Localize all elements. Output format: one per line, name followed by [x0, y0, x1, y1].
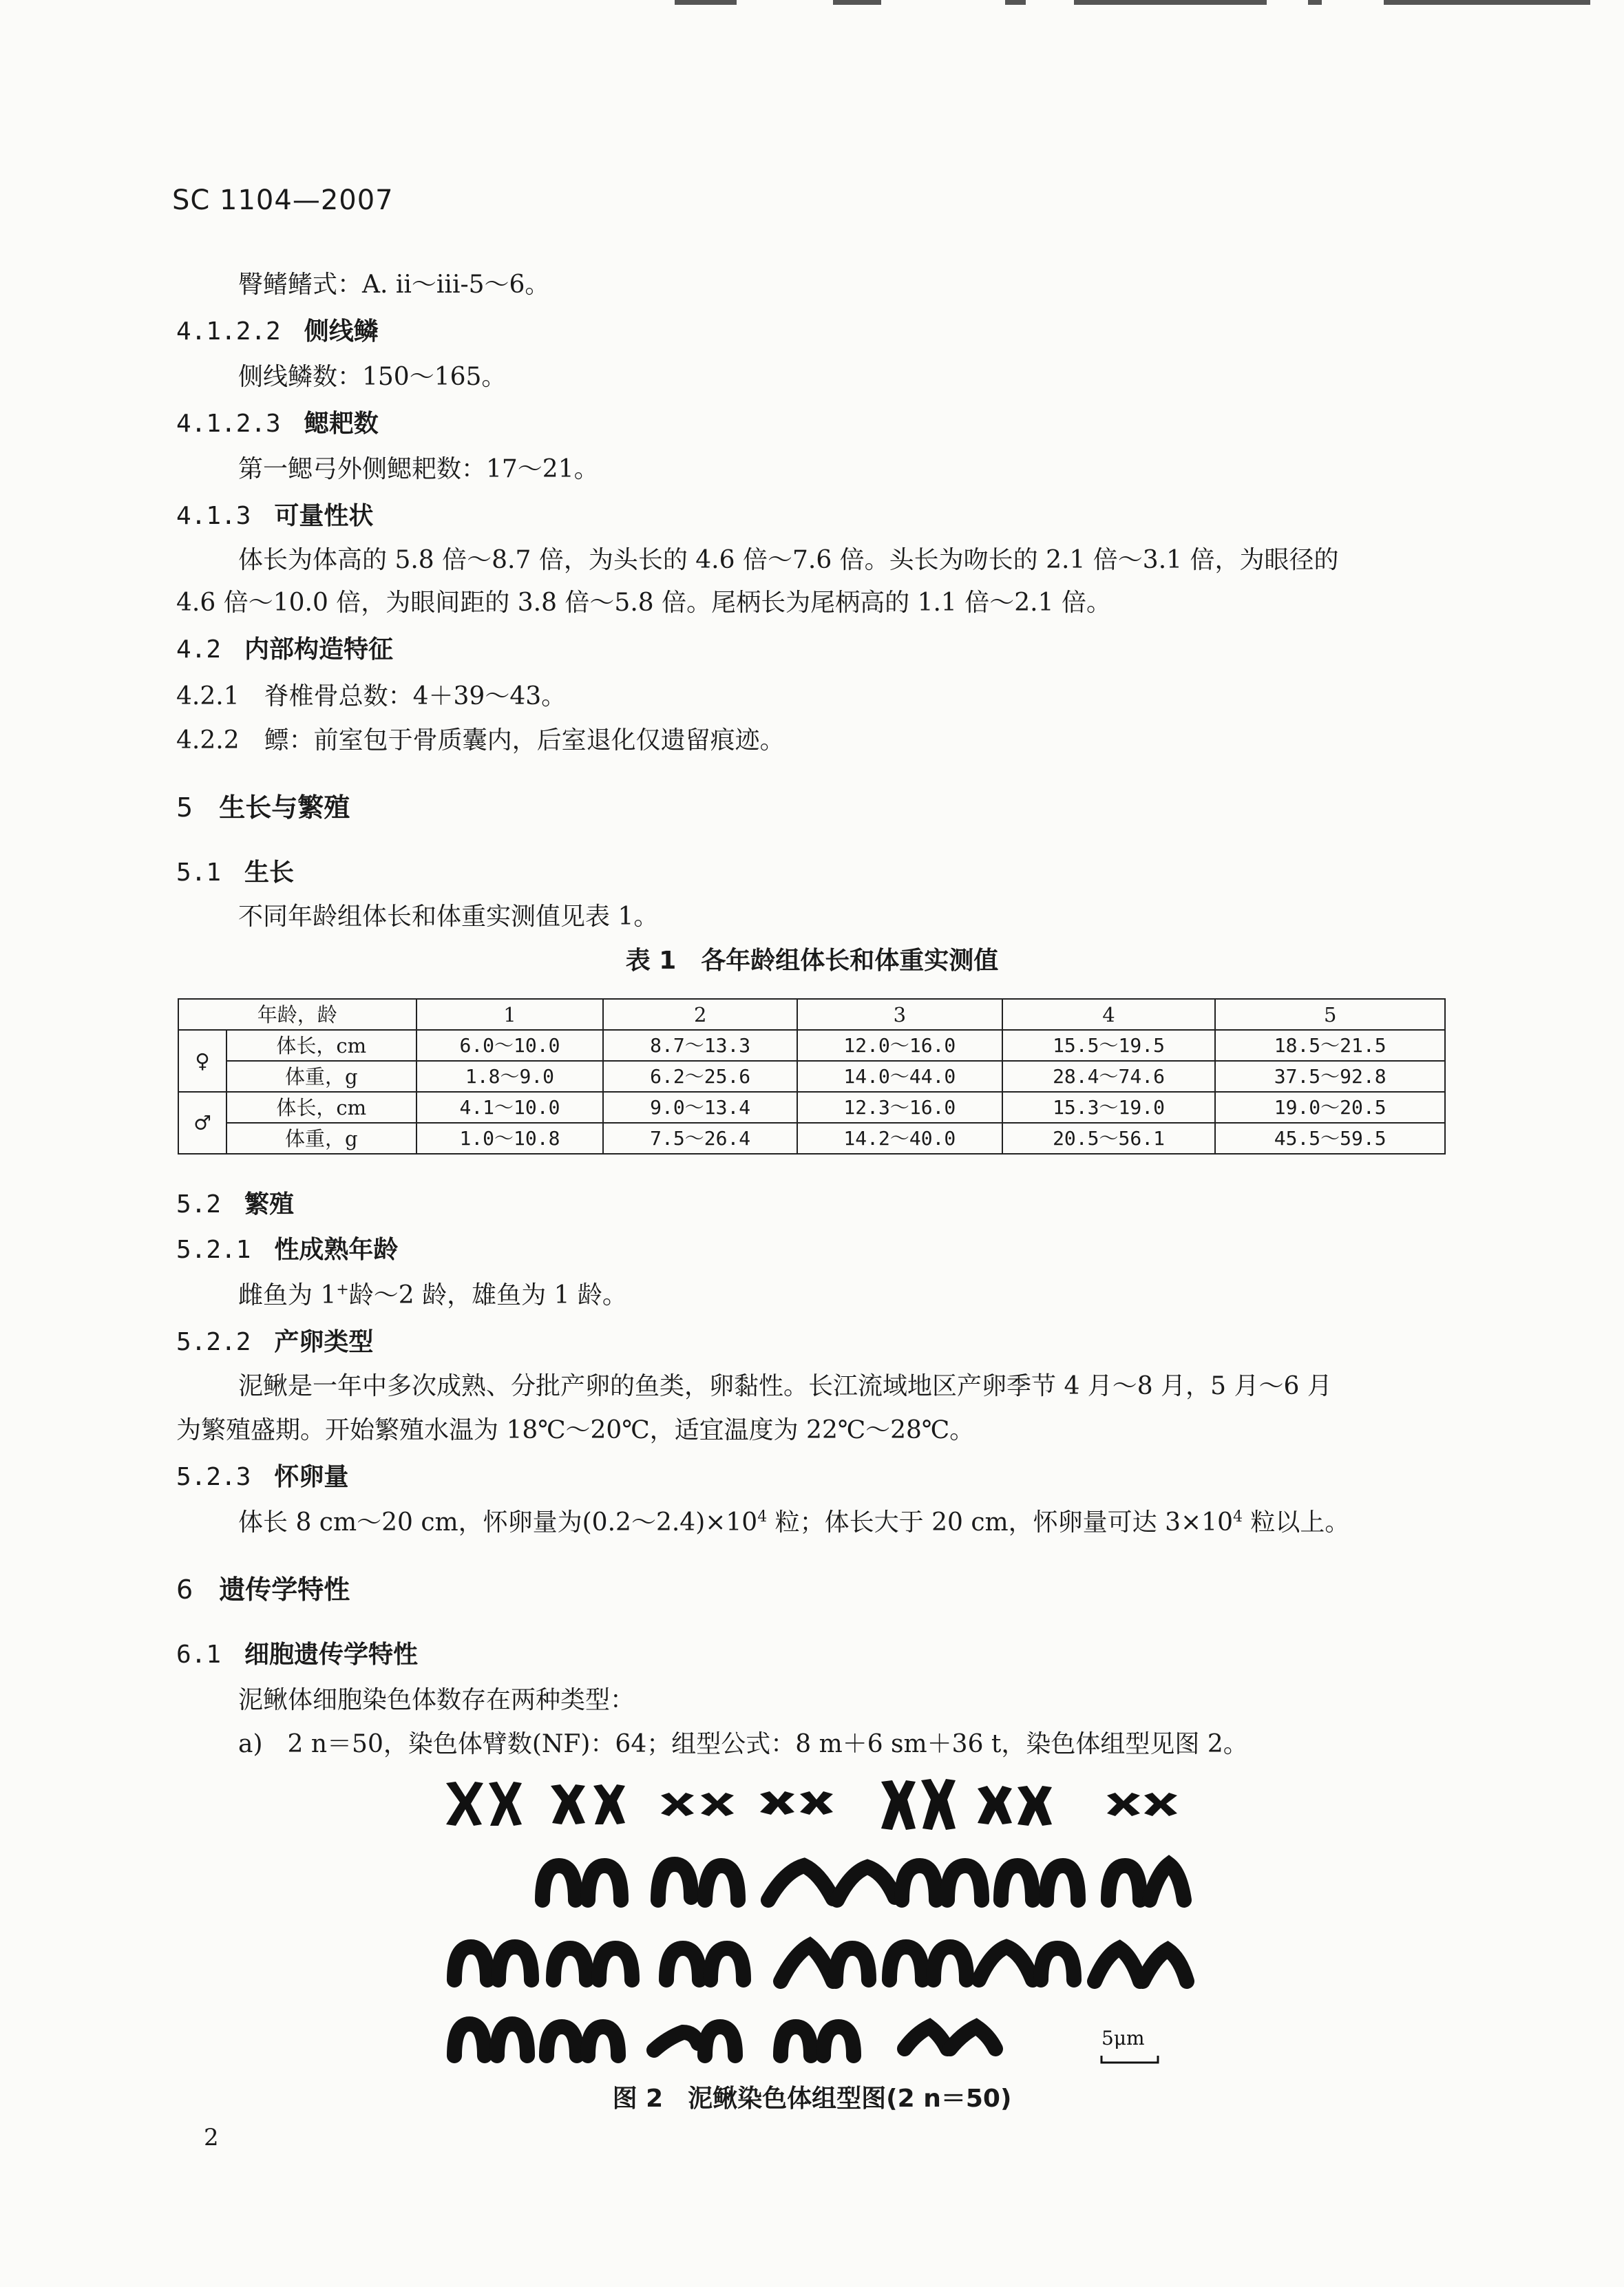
table-cell: 19.0～20.5: [1215, 1092, 1445, 1123]
swim-bladder-text: 4.2.2 鳔：前室包于骨质囊内，后室退化仅遗留痕迹。: [176, 726, 785, 755]
table-cell: 1.8～9.0: [416, 1061, 604, 1092]
table-cell: 4.1～10.0: [416, 1092, 604, 1123]
row-label-weight: 体重，g: [226, 1123, 416, 1154]
anal-fin-formula: 臀鳍鳍式：A. ii～iii-5～6。: [238, 271, 550, 299]
scale-bar-label: 5μm: [1101, 2027, 1145, 2049]
table-cell: 18.5～21.5: [1215, 1030, 1445, 1061]
lateral-line-text: 侧线鳞数：150～165。: [238, 363, 507, 391]
maturity-text: 雌鱼为 1+龄～2 龄，雄鱼为 1 龄。: [238, 1281, 627, 1309]
age-col-1: 1: [416, 999, 604, 1030]
age-col-5: 5: [1215, 999, 1445, 1030]
table-cell: 20.5～56.1: [1002, 1123, 1216, 1154]
chromosome-row-2: [542, 1864, 1184, 1900]
table-cell: 12.0～16.0: [797, 1030, 1002, 1061]
standard-code: SC 1104—2007: [172, 185, 394, 216]
spawning-text-line2: 为繁殖盛期。开始繁殖水温为 18℃～20℃，适宜温度为 22℃～28℃。: [176, 1416, 975, 1444]
fecundity-text: 体长 8 cm～20 cm，怀卵量为$(0.2\sim 2.4)\times 10^4$ 粒；体长大于 20 cm，怀卵量可达 $3\times 10^4$ 粒以上。: [238, 1508, 1350, 1537]
table-row: [178, 1061, 1445, 1092]
table-row: [178, 1123, 1445, 1154]
table-cell: 8.7～13.3: [603, 1030, 797, 1061]
table-1-caption: 表 1 各年龄组体长和体重实测值: [625, 947, 999, 975]
table-cell: 15.5～19.5: [1002, 1030, 1216, 1061]
age-col-4: 4: [1002, 999, 1216, 1030]
table-cell: 14.0～44.0: [797, 1061, 1002, 1092]
heading-5-2: 5.2 繁殖: [176, 1190, 295, 1219]
heading-5-2-3: 5.2.3 怀卵量: [176, 1463, 349, 1491]
table-row: [178, 1030, 1445, 1061]
table-cell: 12.3～16.0: [797, 1092, 1002, 1123]
heading-4-2: 4.2 内部构造特征: [176, 635, 394, 664]
figure-2-caption: 图 2 泥鳅染色体组型图(2 n＝50): [612, 2085, 1012, 2113]
heading-4-1-3: 4.1.3 可量性状: [176, 502, 374, 530]
heading-4-1-2-3: 4.1.2.3 鳃耙数: [176, 410, 379, 438]
table-cell: 45.5～59.5: [1215, 1123, 1445, 1154]
spawning-text-line1: 泥鳅是一年中多次成熟、分批产卵的鱼类，卵黏性。长江流域地区产卵季节 4 月～8 月，5 月～6 月: [238, 1372, 1332, 1400]
measurable-text-line1: 体长为体高的 5.8 倍～8.7 倍，为头长的 4.6 倍～7.6 倍。头长为吻长的 2.1 倍～3.1 倍，为眼径的: [238, 546, 1339, 574]
heading-6-1: 6.1 细胞遗传学特性: [176, 1641, 419, 1669]
age-col-3: 3: [797, 999, 1002, 1030]
chromosome-row-1: [446, 1779, 1177, 1830]
row-label-weight: 体重，g: [226, 1061, 416, 1092]
karyotype-item-a: a) 2 n＝50，染色体臂数(NF)：64；组型公式：8 m＋6 sm＋36 t，染色体组型见图 2。: [238, 1730, 1248, 1758]
growth-table: [178, 998, 1446, 1155]
table-cell: 1.0～10.8: [416, 1123, 604, 1154]
chromosome-row-3: [454, 1946, 1187, 1981]
male-symbol: ♂: [178, 1092, 226, 1154]
row-label-length: 体长，cm: [226, 1030, 416, 1061]
measurable-text-line2: 4.6 倍～10.0 倍，为眼间距的 3.8 倍～5.8 倍。尾柄长为尾柄高的 1.1 倍～2.1 倍。: [176, 589, 1111, 617]
vertebrae-text: 4.2.1 脊椎骨总数：4＋39～43。: [176, 682, 567, 710]
section-5-title: 5 生长与繁殖: [176, 792, 350, 823]
table-cell: 15.3～19.0: [1002, 1092, 1216, 1123]
table-header-row: [178, 999, 1445, 1030]
section-6-title: 6 遗传学特性: [176, 1574, 350, 1605]
growth-text: 不同年龄组体长和体重实测值见表 1。: [238, 903, 659, 931]
chromosome-row-4: [454, 2024, 995, 2056]
cytogenetics-text: 泥鳅体细胞染色体数存在两种类型：: [238, 1686, 635, 1714]
table-cell: 7.5～26.4: [603, 1123, 797, 1154]
karyotype-figure: [427, 1762, 1205, 2079]
table-cell: 14.2～40.0: [797, 1123, 1002, 1154]
heading-4-1-2-2: 4.1.2.2 侧线鳞: [176, 317, 379, 346]
age-col-2: 2: [603, 999, 797, 1030]
page-number: 2: [204, 2124, 219, 2151]
table-cell: 6.0～10.0: [416, 1030, 604, 1061]
female-symbol: ♀: [178, 1030, 226, 1092]
row-label-length: 体长，cm: [226, 1092, 416, 1123]
table-cell: 6.2～25.6: [603, 1061, 797, 1092]
table-cell: 37.5～92.8: [1215, 1061, 1445, 1092]
age-header: 年龄，龄: [178, 999, 416, 1030]
heading-5-2-2: 5.2.2 产卵类型: [176, 1328, 374, 1356]
table-cell: 9.0～13.4: [603, 1092, 797, 1123]
gill-rakers-text: 第一鳃弓外侧鳃耙数：17～21。: [238, 455, 599, 483]
heading-5-2-1: 5.2.1 性成熟年龄: [176, 1236, 399, 1264]
table-cell: 28.4～74.6: [1002, 1061, 1216, 1092]
heading-5-1: 5.1 生长: [176, 858, 295, 887]
table-row: [178, 1092, 1445, 1123]
scan-top-edge: [0, 0, 1624, 10]
scale-bar: [1101, 2056, 1158, 2063]
